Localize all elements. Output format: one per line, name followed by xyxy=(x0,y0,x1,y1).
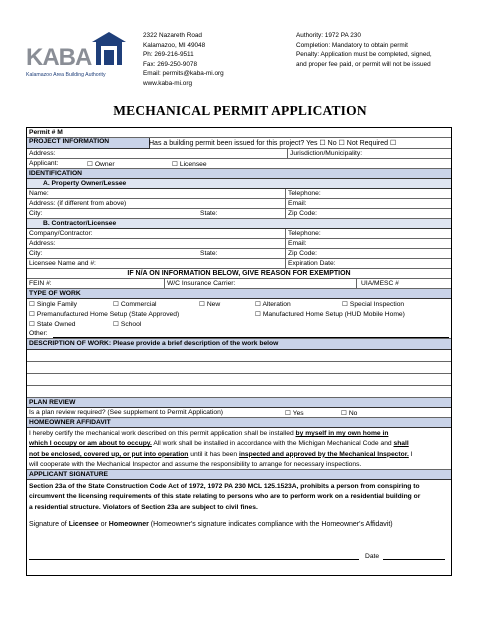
owner-lessee-heading: A. Property Owner/Lessee xyxy=(43,180,127,187)
identification-heading-row xyxy=(27,169,451,179)
address-label: Address: xyxy=(29,150,56,157)
page-title: MECHANICAL PERMIT APPLICATION xyxy=(113,103,367,118)
date-line[interactable] xyxy=(383,559,445,560)
licensee-row[interactable] xyxy=(27,259,451,269)
type-of-work-heading-row xyxy=(27,289,451,299)
description-line[interactable] xyxy=(27,386,451,398)
premanufactured-checkbox[interactable]: ☐ Premanufactured Home Setup (State Approved) xyxy=(29,311,180,318)
affidavit-heading-row xyxy=(27,418,451,428)
other-line xyxy=(53,337,449,338)
org-city: Kalamazoo, MI 49048 xyxy=(143,41,206,49)
contractor-state-label: State: xyxy=(200,250,218,257)
other-label: Other: xyxy=(29,330,48,337)
expiration-label: Expiration Date: xyxy=(285,259,336,269)
owner-city-label: City: xyxy=(29,210,43,217)
affidavit-text-3b: until it has been xyxy=(188,450,239,458)
address-diff-label: Address: (if different from above) xyxy=(29,200,127,207)
affidavit-text xyxy=(27,428,451,470)
new-checkbox[interactable]: ☐ New xyxy=(199,301,221,308)
school-checkbox[interactable]: ☐ School xyxy=(113,321,142,328)
logo-subtitle: Kalamazoo Area Building Authority xyxy=(26,72,106,78)
type-of-work-heading: TYPE OF WORK xyxy=(29,290,81,297)
date-label: Date xyxy=(365,553,380,560)
licensee-name-label: Licensee Name and #: xyxy=(29,260,96,267)
contractor-heading: B. Contractor/Licensee xyxy=(43,220,117,227)
affidavit-text-3c: inspected and approved by the Mechanical Inspector. xyxy=(238,450,409,458)
fein-row[interactable] xyxy=(27,279,451,289)
org-address-block xyxy=(143,31,224,89)
org-fax: Fax: 269-250-9078 xyxy=(143,60,198,68)
plan-review-no-checkbox[interactable]: ☐ No xyxy=(341,410,358,417)
jurisdiction-label: Jurisdiction/Municipality: xyxy=(287,149,362,159)
authority-line: Authority: 1972 PA 230 xyxy=(296,32,361,39)
law-text-1: Section 23a of the State Construction Code Act of 1972, 1972 PA 230 MCL 125.1523A, prohibits a person from conspiring to xyxy=(29,483,420,490)
name-label: Name: xyxy=(29,190,49,197)
kaba-logo xyxy=(26,32,134,84)
owner-email-label: Email: xyxy=(285,199,307,209)
alteration-checkbox[interactable]: ☐ Alteration xyxy=(255,301,291,308)
contractor-zip-label: Zip Code: xyxy=(285,249,317,259)
org-street: 2322 Nazareth Road xyxy=(143,32,202,39)
wc-carrier-label: W/C Insurance Carrier: xyxy=(164,279,235,289)
completion-line: Completion: Mandatory to obtain permit xyxy=(296,41,408,49)
applicant-signature-heading-row xyxy=(27,470,451,480)
signature-instruction-a: Signature of xyxy=(29,520,69,528)
affidavit-text-3d: I xyxy=(408,450,413,458)
description-line[interactable] xyxy=(27,374,451,386)
owner-city-row[interactable] xyxy=(27,209,451,219)
contractor-email-label: Email: xyxy=(285,239,307,249)
law-text-2: circumvent the licensing requirements of this state relating to persons who are to perform work on a residential building or xyxy=(29,493,421,501)
authority-block xyxy=(296,31,432,69)
commercial-checkbox[interactable]: ☐ Commercial xyxy=(113,301,157,308)
building-permit-question[interactable]: Has a building permit been issued for this project? Yes ☐ No ☐ Not Required ☐ xyxy=(149,140,397,147)
permit-form xyxy=(26,127,452,576)
affidavit-text-2a: which I occupy or am about to occupy. xyxy=(29,440,152,448)
exemption-heading: IF N/A ON INFORMATION BELOW, GIVE REASON FOR EXEMPTION xyxy=(127,270,351,277)
fein-label: FEIN #: xyxy=(29,280,52,287)
signature-instruction-or: or xyxy=(98,520,109,528)
penalty-line: Penalty: Application must be completed, signed, xyxy=(296,51,432,59)
contractor-telephone-label: Telephone: xyxy=(285,229,321,239)
owner-address-row[interactable] xyxy=(27,199,451,209)
uia-label: UIA/MESC # xyxy=(356,279,399,289)
owner-telephone-label: Telephone: xyxy=(285,189,321,199)
company-label: Company/Contractor: xyxy=(29,230,93,237)
permit-number-row[interactable] xyxy=(27,128,451,138)
owner-checkbox[interactable]: ☐ Owner xyxy=(87,161,115,168)
affidavit-text-3a: not be enclosed, covered up, or put into operation xyxy=(29,450,189,458)
single-family-checkbox[interactable]: ☐ Single Family xyxy=(29,301,77,308)
plan-review-heading-row xyxy=(27,398,451,408)
other-row[interactable] xyxy=(27,329,451,339)
owner-state-label: State: xyxy=(200,210,218,217)
org-website[interactable]: www.kaba-mi.org xyxy=(143,79,193,87)
signature-instruction xyxy=(27,513,451,528)
project-info-row xyxy=(27,138,451,149)
logo-text: KABA xyxy=(26,44,92,71)
description-heading: DESCRIPTION OF WORK: Please provide a brief description of the work below xyxy=(29,340,279,347)
signature-licensee: Licensee xyxy=(68,520,99,528)
law-text xyxy=(27,480,451,513)
identification-heading: IDENTIFICATION xyxy=(29,170,82,177)
contractor-city-label: City: xyxy=(29,250,43,257)
state-owned-checkbox[interactable]: ☐ State Owned xyxy=(29,321,76,328)
description-heading-row xyxy=(27,339,451,350)
work-type-row-1 xyxy=(27,299,451,309)
affidavit-text-2c: shall xyxy=(393,440,409,448)
applicant-label: Applicant: xyxy=(29,160,59,167)
org-email[interactable]: Email: permits@kaba-mi.org xyxy=(143,70,224,78)
special-inspection-checkbox[interactable]: ☐ Special Inspection xyxy=(342,301,405,308)
manufactured-checkbox[interactable]: ☐ Manufactured Home Setup (HUD Mobile Home) xyxy=(255,311,405,318)
penalty-line-2: and proper fee paid, or permit will not be issued xyxy=(296,60,431,68)
work-type-row-2 xyxy=(27,309,451,319)
company-row[interactable] xyxy=(27,229,451,239)
signature-homeowner: Homeowner xyxy=(108,520,149,528)
work-type-row-3 xyxy=(27,319,451,329)
contractor-address-row[interactable] xyxy=(27,239,451,249)
plan-review-yes-checkbox[interactable]: ☐ Yes xyxy=(285,410,304,417)
applicant-signature-heading: APPLICANT SIGNATURE xyxy=(29,471,109,478)
signature-line[interactable] xyxy=(29,559,359,560)
owner-lessee-heading-row xyxy=(27,179,451,189)
affidavit-text-4: will cooperate with the Mechanical Inspector and assume the responsibility to arrange for necessary inspections. xyxy=(29,460,362,468)
exemption-row xyxy=(27,269,451,279)
law-text-3: a residential structure. Violators of Section 23a are subject to civil fines. xyxy=(29,503,258,511)
applicant-row xyxy=(27,159,451,169)
description-line[interactable] xyxy=(27,350,451,362)
address-row[interactable] xyxy=(27,149,451,159)
owner-zip-label: Zip Code: xyxy=(285,209,317,219)
affidavit-text-2b: All work shall be installed in accordance with the Michigan Mechanical Code and xyxy=(151,440,394,448)
plan-review-heading: PLAN REVIEW xyxy=(29,399,76,406)
contractor-address-label: Address: xyxy=(29,240,56,247)
affidavit-heading: HOMEOWNER AFFIDAVIT xyxy=(29,419,111,426)
plan-review-question: Is a plan review required? (See supplement to Permit Application) xyxy=(29,409,224,416)
affidavit-text-1b: by myself in my own home in xyxy=(295,430,389,437)
signature-instruction-e: (Homeowner's signature indicates compliance with the Homeowner's Affidavit) xyxy=(148,520,393,528)
owner-name-row[interactable] xyxy=(27,189,451,199)
affidavit-text-1a: I hereby certify the mechanical work described on this permit application shall be installed xyxy=(29,430,296,437)
permit-number-label: Permit # M xyxy=(29,129,63,136)
plan-review-row xyxy=(27,408,451,418)
contractor-city-row[interactable] xyxy=(27,249,451,259)
org-phone: Ph: 269-216-9511 xyxy=(143,51,194,59)
licensee-checkbox[interactable]: ☐ Licensee xyxy=(172,161,207,168)
project-info-heading: PROJECT INFORMATION xyxy=(27,138,150,149)
contractor-heading-row xyxy=(27,219,451,229)
description-line[interactable] xyxy=(27,362,451,374)
